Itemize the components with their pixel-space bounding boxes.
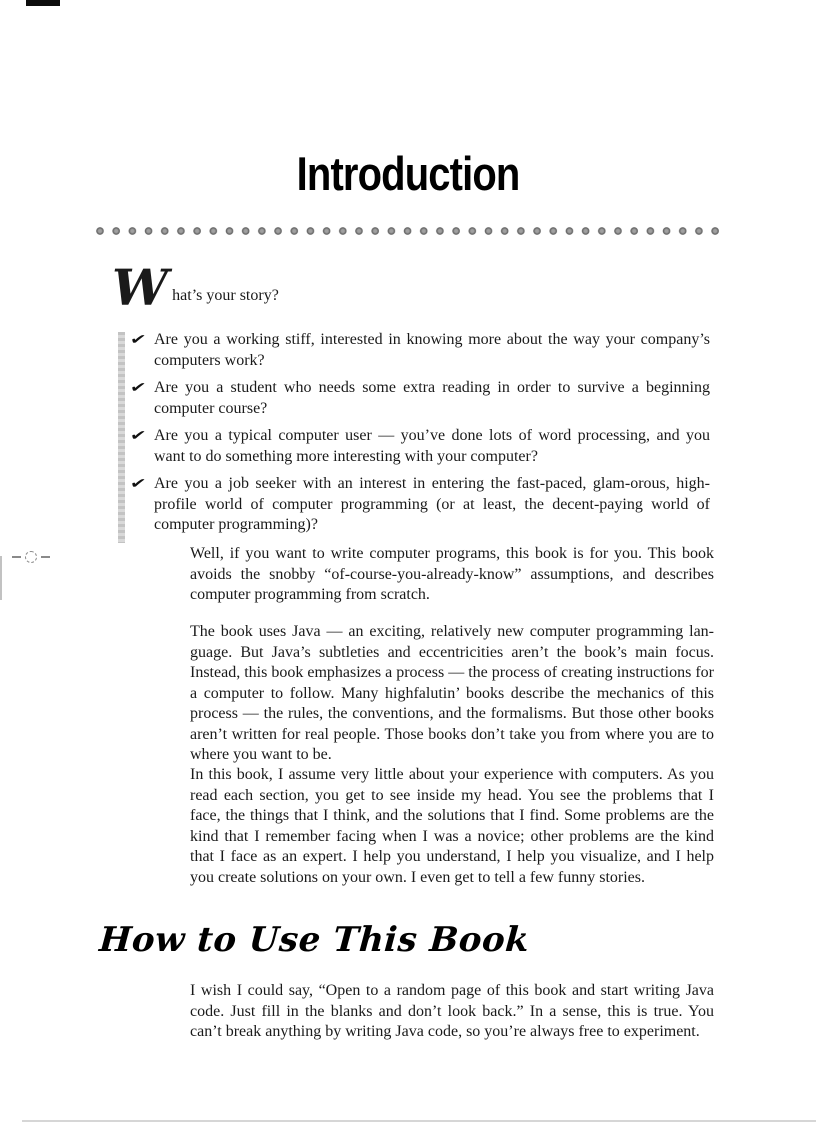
page-edge-artifact [0,556,2,600]
opening-line [112,258,279,317]
margin-registration-mark [12,551,50,563]
section-heading: How to Use This Book [98,920,531,960]
check-bullet-icon: ✔ [128,380,148,396]
paragraph: I wish I could say, “Open to a random page of this book and start writing Java code. Just fill in the blanks and don’t look back.” In a sense, this is true. You can’t break anything by writing Java code, so you’re always free to experiment. [190,982,714,1040]
bullet-text: Are you a student who needs some extra reading in order to survive a beginning computer course? [154,379,710,417]
paragraph: The book uses Java — an exciting, relatively new computer programming lan-guage. But Java’s subtleties and eccentricities aren’t the book’s main focus. Instead, this book emphasizes a process — the process of creating instructions for a computer to follow. Many highfalutin’ books describe the mechanics of this process — the rules, the conventions, and the formalisms. But those other books aren’t written for real people. Those books don’t take you from where you are to where you want to be. [190,623,714,763]
paragraph: Well, if you want to write computer programs, this book is for you. This book avoids the snobby “of-course-you-already-know” assumptions, and describes computer programming from scratch. [190,545,714,603]
chapter-title-text: Introduction [296,147,520,200]
bullet-text: Are you a job seeker with an interest in entering the fast-paced, glam-orous, high-profile world of computer programming (or at least, the decent-paying world of computer programming)? [154,475,710,533]
page-bottom-edge-artifact [22,1120,816,1122]
chapter-title [0,146,816,201]
check-bullet-icon: ✔ [128,476,148,492]
check-bullet-icon: ✔ [128,332,148,348]
bullet-item [130,378,710,419]
registration-circle [25,551,37,563]
opening-text: hat’s your story? [172,286,279,304]
dotted-divider [95,226,727,236]
bullet-text: Are you a typical computer user — you’ve done lots of word processing, and you want to do something more interesting with your computer? [154,427,710,465]
drop-cap: W [112,258,169,317]
bullet-item [130,426,710,467]
bullet-item [130,474,710,536]
paragraph: In this book, I assume very little about your experience with computers. As you read each section, you get to see inside my head. You see the problems that I face, the things that I think, and the solutions that I find. Some problems are the kind that I remember facing when I was a novice; other problems are the kind that I face as an expert. I help you understand, I help you visualize, and I help you create solutions on your own. I even get to tell a few funny stories. [190,766,714,886]
bullet-list [118,330,710,543]
corner-registration-mark [26,0,60,6]
bullet-text: Are you a working stiff, interested in knowing more about the way your company’s computers work? [154,331,710,369]
registration-dash [41,556,50,558]
check-bullet-icon: ✔ [128,428,148,444]
bullet-item [130,330,710,371]
registration-dash [12,556,21,558]
